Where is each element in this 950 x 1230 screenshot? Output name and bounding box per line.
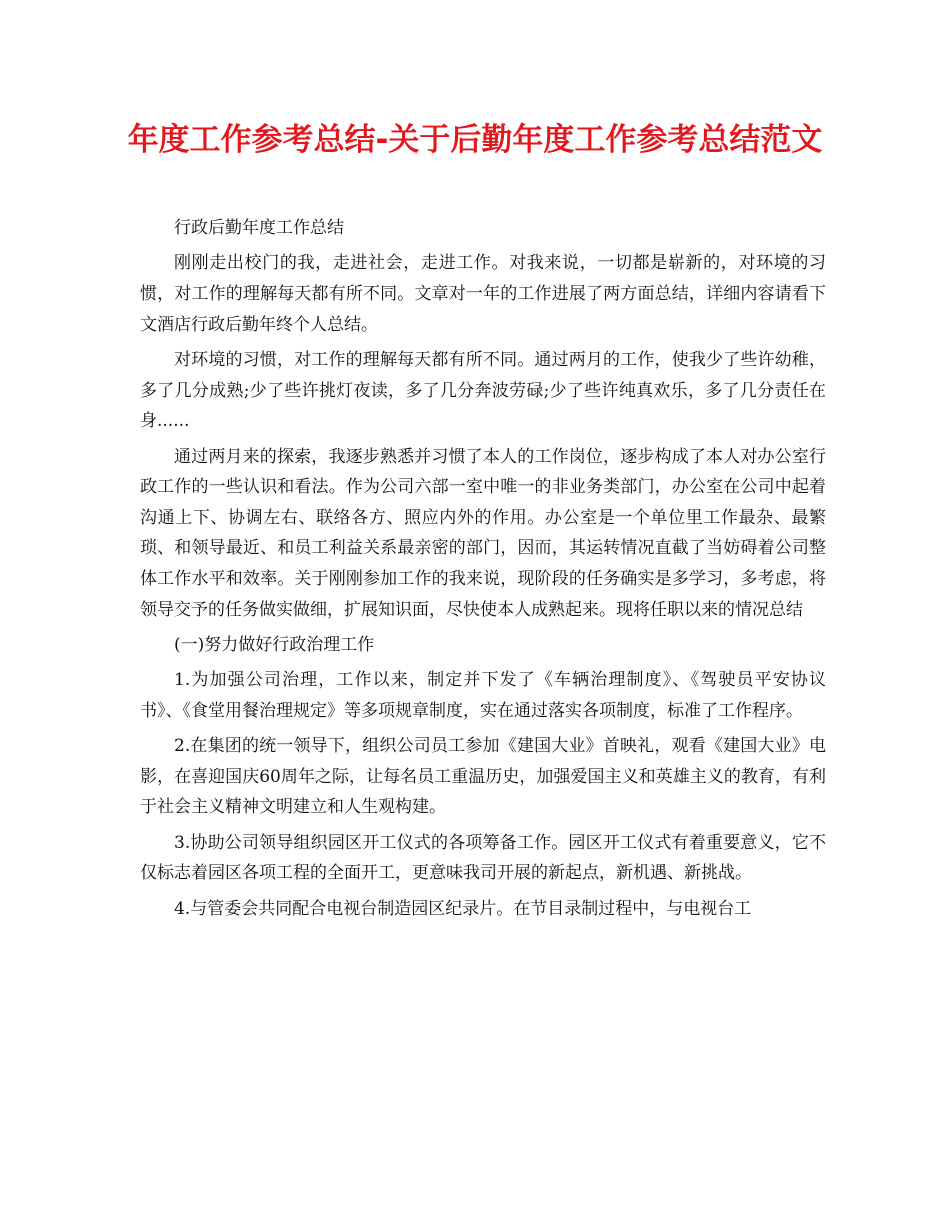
paragraph: 通过两月来的探索，我逐步熟悉并习惯了本人的工作岗位，逐步构成了本人对办公室行政工作的一些认识和看法。作为公司六部一室中唯一的非业务类部门，办公室在公司中起着沟通上下、协调左右、联络各方、照应内外的作用。办公室是一个单位里工作最杂、最繁琐、和领导最近、和员工利益关系最亲密的部门，因而，其运转情况直截了当妨碍着公司整体工作水平和效率。关于刚刚参加工作的我来说，现阶段的任务确实是多学习，多考虑，将领导交予的任务做实做细，扩展知识面，尽快使本人成熟起来。现将任职以来的情况总结 bbox=[140, 446, 826, 620]
section-heading: (一)努力做好行政治理工作 bbox=[174, 634, 375, 655]
paragraph: 刚刚走出校门的我，走进社会，走进工作。对我来说，一切都是崭新的，对环境的习惯，对工作的理解每天都有所不同。文章对一年的工作进展了两方面总结，详细内容请看下文酒店行政后勤年终个人总结。 bbox=[140, 253, 826, 335]
document-body bbox=[140, 213, 826, 929]
section-heading: 行政后勤年度工作总结 bbox=[174, 218, 344, 238]
list-item: 4.与管委会共同配合电视台制造园区纪录片。在节目录制过程中，与电视台工 bbox=[174, 898, 752, 919]
list-item: 1.为加强公司治理，工作以来，制定并下发了《车辆治理制度》、《驾驶员平安协议书》、《食堂用餐治理规定》等多项规章制度，实在通过落实各项制度，标准了工作程序。 bbox=[140, 670, 826, 721]
document-title: 年度工作参考总结-关于后勤年度工作参考总结范文 bbox=[127, 122, 823, 158]
list-item: 3.协助公司领导组织园区开工仪式的各项筹备工作。园区开工仪式有着重要意义，它不仅标志着园区各项工程的全面开工，更意味我司开展的新起点，新机遇、新挑战。 bbox=[140, 832, 826, 884]
paragraph: 对环境的习惯，对工作的理解每天都有所不同。通过两月的工作，使我少了些许幼稚，多了几分成熟;少了些许挑灯夜读，多了几分奔波劳碌;少了些许纯真欢乐，多了几分责任在身...... bbox=[140, 349, 826, 432]
list-item: 2.在集团的统一领导下，组织公司员工参加《建国大业》首映礼，观看《建国大业》电影，在喜迎国庆60周年之际，让每名员工重温历史，加强爱国主义和英雄主义的教育，有利于社会主义精神文明建立和人生观构建。 bbox=[140, 736, 826, 818]
